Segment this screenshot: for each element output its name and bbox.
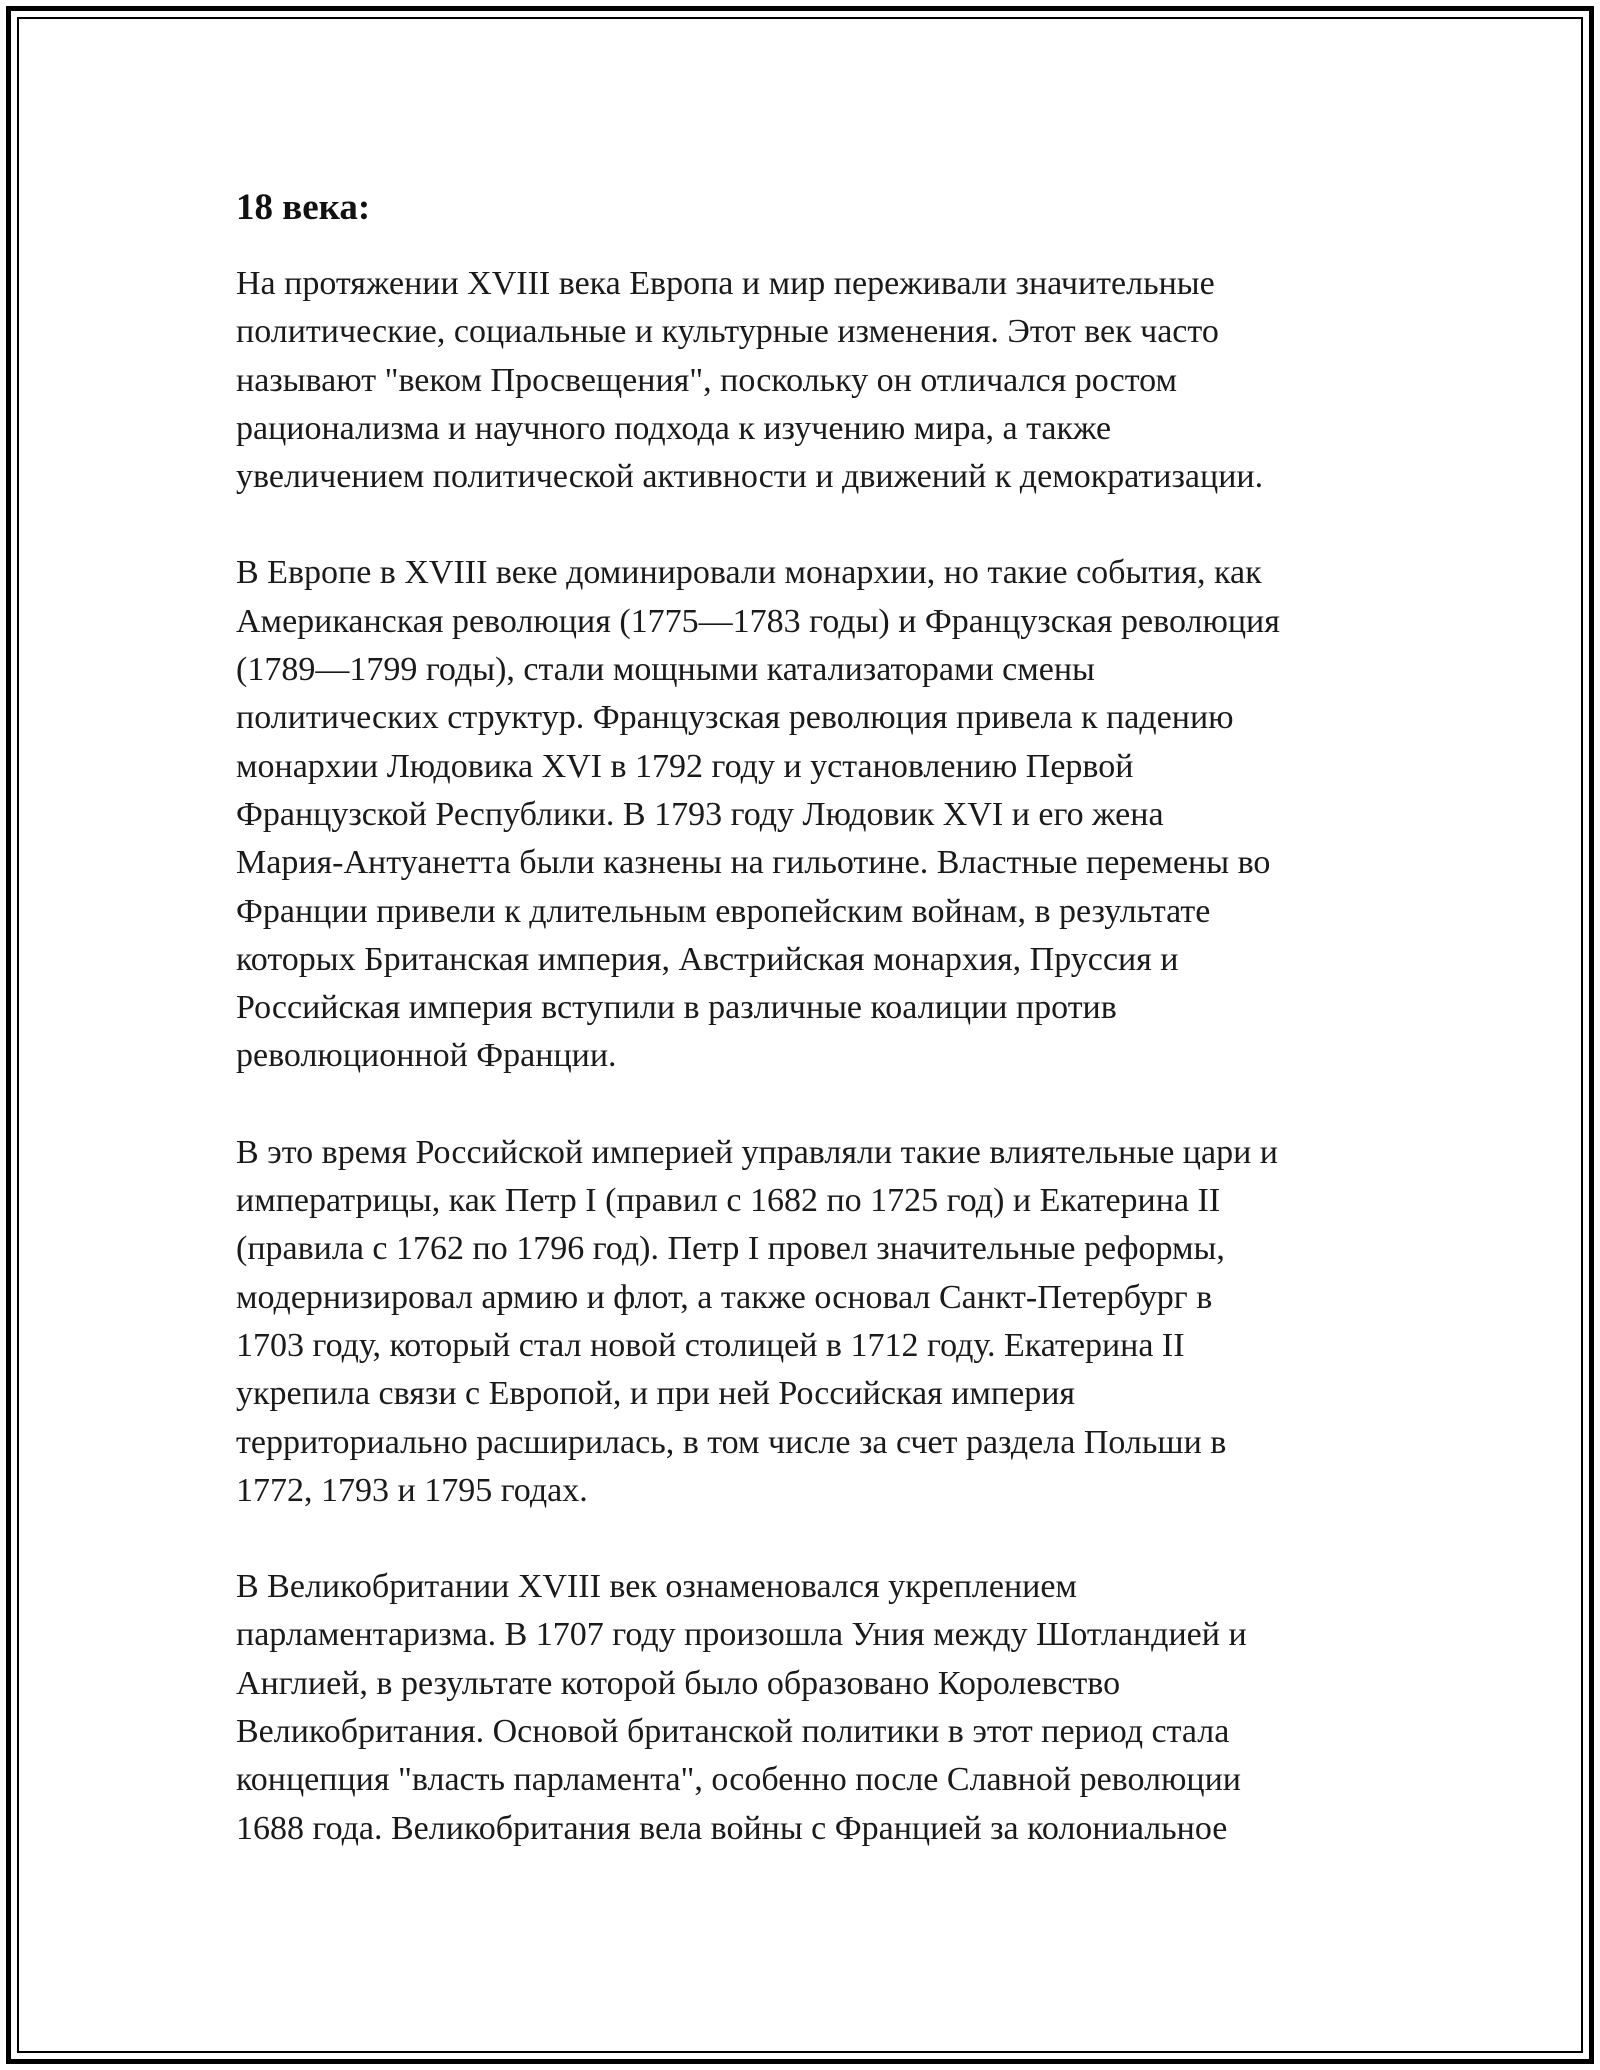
- text-line: императрицы, как Петр I (правил с 1682 по 1725 год) и Екатерина II: [236, 1182, 1221, 1220]
- text-line: территориально расширилась, в том числе за счет раздела Польши в: [236, 1423, 1227, 1461]
- text-line: концепция "власть парламента", особенно после Славной революции: [236, 1761, 1241, 1799]
- text-line: политические, социальные и культурные изменения. Этот век часто: [236, 313, 1219, 351]
- text-line: В Великобритании XVIII век ознаменовался укреплением: [236, 1568, 1077, 1606]
- text-line: революционной Франции.: [236, 1037, 617, 1075]
- paragraph-great-britain: [236, 1563, 1406, 1853]
- text-line: На протяжении XVIII века Европа и мир переживали значительные: [236, 265, 1215, 302]
- text-line: которых Британская империя, Австрийская монархия, Пруссия и: [236, 940, 1179, 978]
- paragraph-russian-empire: [236, 1129, 1406, 1515]
- text-line: 1772, 1793 и 1795 годах.: [236, 1471, 588, 1509]
- text-line: увеличением политической активности и движений к демократизации.: [236, 458, 1264, 496]
- text-line: 1688 года. Великобритания вела войны с Францией за колониальное: [236, 1809, 1228, 1847]
- text-line: 1703 году, который стал новой столицей в 1712 году. Екатерина II: [236, 1326, 1185, 1364]
- text-line: (1789—1799 годы), стали мощными катализаторами смены: [236, 651, 1095, 689]
- text-line: укрепила связи с Европой, и при ней Российская империя: [236, 1375, 1076, 1413]
- text-line: парламентаризма. В 1707 году произошла Уния между Шотландией и: [236, 1616, 1247, 1654]
- text-line: называют "веком Просвещения", поскольку он отличался ростом: [236, 361, 1177, 399]
- text-line: Франции привели к длительным европейским войнам, в результате: [236, 892, 1211, 930]
- text-line: В Европе в XVIII веке доминировали монархии, но такие события, как: [236, 554, 1262, 592]
- document-body: [236, 186, 1406, 1901]
- text-line: Российская империя вступили в различные коалиции против: [236, 989, 1117, 1027]
- paragraph-europe-revolutions: [236, 549, 1406, 1080]
- text-line: Англией, в результате которой было образовано Королевство: [236, 1664, 1121, 1702]
- text-line: рационализма и научного подхода к изучению мира, а также: [236, 409, 1112, 447]
- text-line: В это время Российской империей управляли такие влиятельные цари и: [236, 1133, 1278, 1171]
- document-heading: 18 века:: [236, 187, 371, 228]
- text-line: Мария-Антуанетта были казнены на гильотине. Властные перемены во: [236, 844, 1271, 882]
- text-line: модернизировал армию и флот, а также основал Санкт-Петербург в: [236, 1278, 1213, 1316]
- paragraph-enlightenment: [236, 260, 1406, 501]
- text-line: монархии Людовика XVI в 1792 году и установлению Первой: [236, 747, 1134, 785]
- text-line: Великобритания. Основой британской политики в этот период стала: [236, 1713, 1230, 1751]
- text-line: Французской Республики. В 1793 году Людовик XVI и его жена: [236, 795, 1164, 833]
- text-line: Американская революция (1775—1783 годы) и Французская революция: [236, 602, 1280, 640]
- text-line: политических структур. Французская революция привела к падению: [236, 699, 1234, 737]
- text-line: (правила с 1762 по 1796 год). Петр I провел значительные реформы,: [236, 1230, 1225, 1268]
